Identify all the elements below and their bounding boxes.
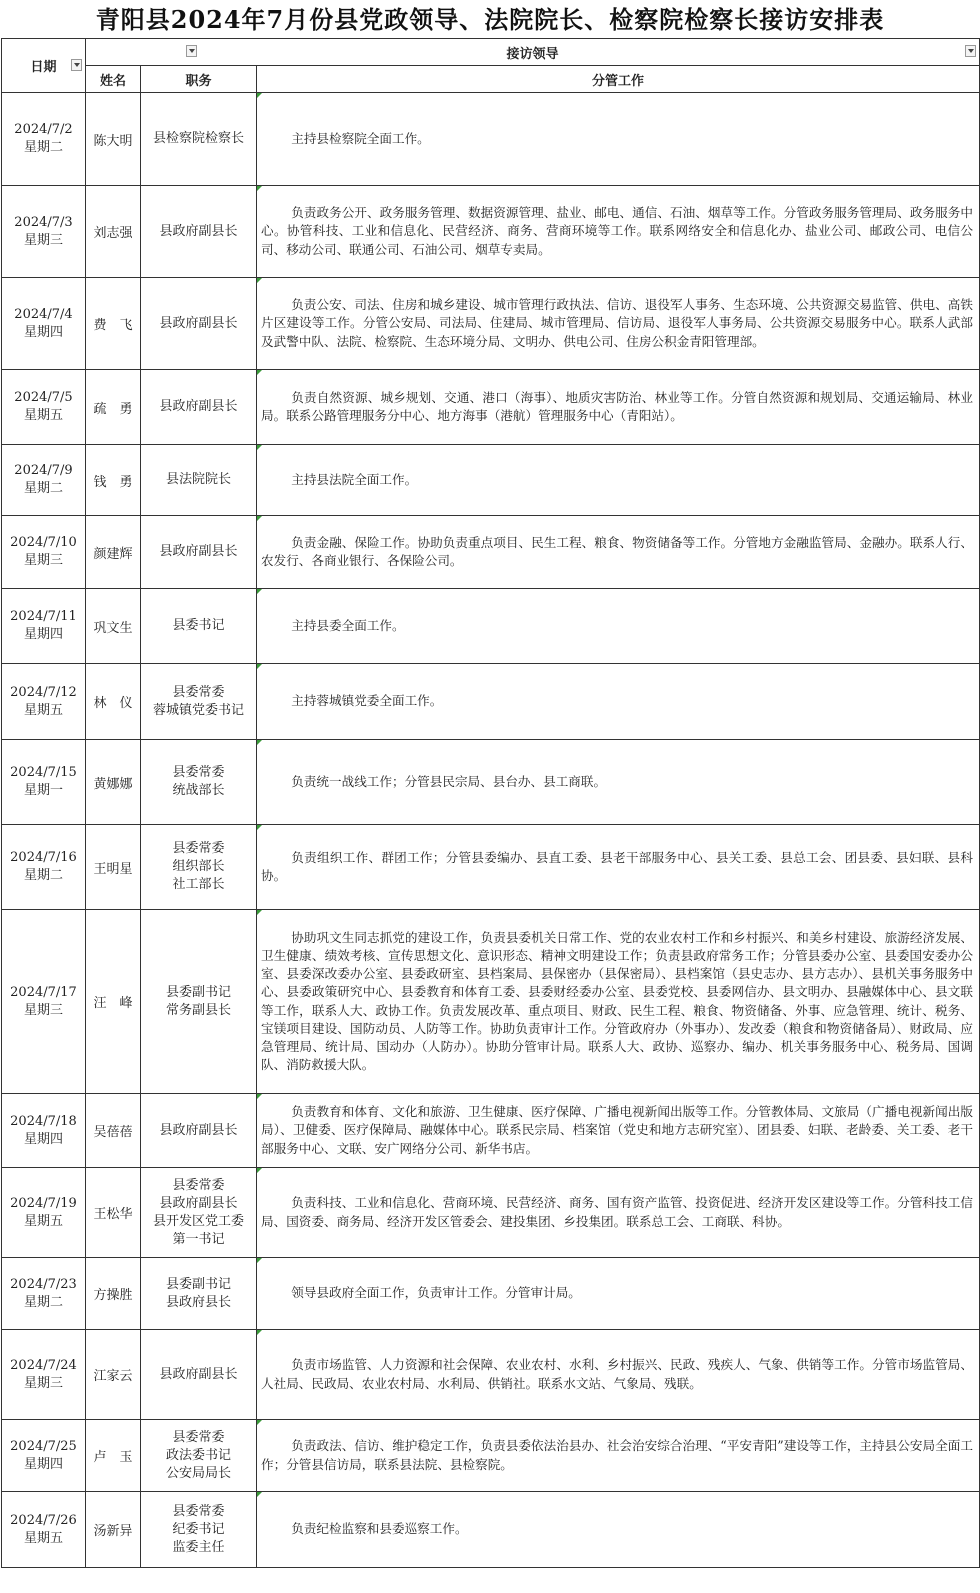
leader-name-cell[interactable]: 陈大明 (86, 93, 141, 186)
leader-name-cell[interactable]: 吴蓓蓓 (86, 1094, 141, 1168)
position-line: 县政府副县长 (159, 544, 238, 559)
date-value: 2024/7/18 (10, 1113, 77, 1129)
leader-name-cell[interactable]: 刘志强 (86, 186, 141, 278)
position-line: 县政府副县长 (159, 1122, 238, 1138)
weekday-value: 星期五 (23, 1530, 63, 1546)
cell-comment-marker-icon (257, 664, 262, 669)
duty-text: 负责市场监管、人力资源和社会保障、农业农村、水利、乡村振兴、民政、残疾人、气象、供销等工作。分管市场监管局、人社局、民政局、农业农村局、水利局、供销社。联系水文站、气象局、残联。 (261, 1357, 973, 1391)
date-value: 2024/7/24 (10, 1357, 77, 1373)
date-cell[interactable] (2, 1168, 86, 1258)
position-line: 县政府副县长 (159, 399, 238, 414)
duty-cell[interactable] (257, 1420, 980, 1492)
date-value: 2024/7/15 (10, 765, 77, 780)
position-line: 县法院院长 (165, 472, 231, 487)
weekday-value: 星期三 (23, 1002, 63, 1018)
duty-text: 负责统一战线工作；分管县民宗局、县台办、县工商联。 (291, 773, 607, 789)
position-header: 职务 (141, 66, 257, 93)
weekday-value: 星期二 (23, 481, 63, 496)
cell-comment-marker-icon (257, 1168, 262, 1173)
date-value: 2024/7/5 (14, 390, 73, 405)
position-cell[interactable] (141, 740, 257, 825)
table-row (2, 516, 980, 589)
leader-name-cell[interactable]: 王松华 (86, 1168, 141, 1258)
table-row (2, 664, 980, 740)
date-cell[interactable] (2, 93, 86, 186)
duty-cell[interactable] (257, 1258, 980, 1330)
cell-comment-marker-icon (257, 825, 262, 830)
cell-comment-marker-icon (257, 1258, 262, 1263)
cell-comment-marker-icon (257, 740, 262, 745)
leader-filter-dropdown-icon-2[interactable] (965, 45, 976, 57)
date-header (2, 39, 86, 93)
table-row (2, 910, 980, 1094)
table-row (2, 1094, 980, 1168)
date-value: 2024/7/2 (14, 122, 73, 137)
cell-comment-marker-icon (257, 1094, 262, 1099)
header-row-1 (2, 39, 980, 66)
position-cell[interactable] (141, 93, 257, 186)
duty-text: 负责纪检监察和县委巡察工作。 (291, 1521, 468, 1537)
weekday-value: 星期四 (23, 627, 63, 642)
table-row (2, 1330, 980, 1420)
duty-text: 负责组织工作、群团工作；分管县委编办、县直工委、县老干部服务中心、县关工委、县总工会、团县委、县妇联、县科协。 (261, 849, 973, 883)
weekday-value: 星期三 (23, 553, 63, 568)
leader-name-cell[interactable]: 颜建辉 (86, 516, 141, 589)
leader-name-cell[interactable]: 黄娜娜 (86, 740, 141, 825)
duty-cell[interactable] (257, 1330, 980, 1420)
position-cell[interactable] (141, 1330, 257, 1420)
duty-text: 负责公安、司法、住房和城乡建设、城市管理行政执法、信访、退役军人事务、生态环境、公共资源交易监管、供电、高铁片区建设等工作。分管公安局、司法局、住建局、城市管理局、信访局、退役军人事务局、公共资源交易服务中心。联系人武部及武警中队、法院、检察院、生态环境分局、文明办、供电公司、住房公积金青阳管理部。 (261, 297, 973, 349)
position-cell[interactable] (141, 1168, 257, 1258)
duty-text: 主持县检察院全面工作。 (291, 130, 430, 146)
date-cell[interactable] (2, 1258, 86, 1330)
date-value: 2024/7/23 (10, 1276, 77, 1292)
date-cell[interactable] (2, 1094, 86, 1168)
leader-name-cell[interactable]: 汤新异 (86, 1492, 141, 1568)
date-cell[interactable] (2, 516, 86, 589)
position-line: 县开发区党工委 (152, 1213, 244, 1229)
table-row (2, 589, 980, 664)
position-line: 县委书记 (172, 618, 225, 633)
date-value: 2024/7/17 (10, 984, 77, 1000)
date-value: 2024/7/25 (10, 1438, 77, 1454)
table-row (2, 186, 980, 278)
duty-text: 负责金融、保险工作。协助负责重点项目、民生工程、粮食、物资储备等工作。分管地方金融监管局、金融办。联系人行、农发行、各商业银行、各保险公司。 (261, 534, 973, 568)
date-value: 2024/7/4 (14, 306, 73, 322)
table-row (2, 93, 980, 186)
date-value: 2024/7/26 (10, 1512, 77, 1528)
duty-cell[interactable] (257, 516, 980, 589)
position-line: 县委常委 (172, 684, 225, 700)
weekday-value: 星期五 (23, 1213, 63, 1229)
table-row (2, 1258, 980, 1330)
date-cell[interactable] (2, 740, 86, 825)
table-row (2, 1168, 980, 1258)
leader-header (86, 39, 980, 66)
date-cell[interactable] (2, 664, 86, 740)
cell-comment-marker-icon (257, 445, 262, 450)
position-line: 县委常委 (172, 1429, 225, 1445)
duty-text: 协助巩文生同志抓党的建设工作，负责县委机关日常工作、党的农业农村工作和乡村振兴、和美乡村建设、旅游经济发展、卫生健康、绩效考核、宣传思想文化、意识形态、精神文明建设工作；负责县政府常务工作；分管县委办公室、县委国安委办公室、县委深改委办公室、县委政研室、县档案局、县保密办（县保密局）、县档案馆（县史志办、县方志办）、县机关事务服务中心、县委政策研究中心、县委教育和体育工委、县委财经委办公室、县委党校、县委网信办、县文明办、县融媒体中心、县文联等工作，联系人大、政协工作。负责发展改革、重点项目、财政、民生工程、粮食、物资储备、外事、应急管理、统计、税务、宝镁项目建设、国防动员、人防等工作。协助负责审计工作。分管政府办（外事办）、发改委（粮食和物资储备局）、财政局、应急管理局、统计局、国动办（人防办）。协助分管审计局。联系人大、政协、巡察办、编办、机关事务服务中心、税务局、国调队、消防救援大队。 (261, 929, 973, 1073)
leader-name-cell[interactable]: 费 飞 (86, 278, 141, 370)
leader-name-cell[interactable]: 卢 玉 (86, 1420, 141, 1492)
position-cell[interactable] (141, 1258, 257, 1330)
position-line: 县委副书记 (165, 1276, 231, 1292)
position-cell[interactable] (141, 825, 257, 910)
duty-text: 负责政务公开、政务服务管理、数据资源管理、盐业、邮电、通信、石油、烟草等工作。分管政务服务管理局、政务服务中心。协管科技、工业和信息化、民营经济、商务、营商环境等工作。联系网络安全和信息化办、盐业公司、邮政公司、电信公司、移动公司、联通公司、石油公司、烟草专卖局。 (261, 205, 973, 257)
weekday-value: 星期二 (23, 140, 63, 155)
position-line: 县政府副县长 (159, 315, 238, 331)
duty-cell[interactable] (257, 740, 980, 825)
position-line: 常务副县长 (165, 1002, 231, 1018)
weekday-value: 星期二 (23, 1294, 63, 1310)
position-line: 县委常委 (172, 1177, 225, 1193)
position-cell[interactable] (141, 278, 257, 370)
position-line: 县政府县长 (165, 1294, 231, 1310)
weekday-value: 星期五 (23, 702, 63, 718)
table-row (2, 278, 980, 370)
duty-cell[interactable] (257, 186, 980, 278)
leader-header-label: 接访领导 (506, 46, 559, 62)
position-line: 县政府副县长 (159, 1195, 238, 1211)
table-body (2, 93, 980, 1568)
cell-comment-marker-icon (257, 186, 262, 191)
cell-comment-marker-icon (257, 1492, 262, 1497)
position-cell[interactable] (141, 589, 257, 664)
date-cell[interactable] (2, 589, 86, 664)
position-line: 蓉城镇党委书记 (152, 702, 244, 718)
weekday-value: 星期一 (23, 783, 63, 798)
position-line: 纪委书记 (172, 1521, 225, 1537)
position-line: 社工部长 (172, 877, 225, 892)
date-value: 2024/7/12 (10, 684, 77, 700)
duty-text: 领导县政府全面工作，负责审计工作。分管审计局。 (291, 1285, 581, 1301)
duty-text: 负责自然资源、城乡规划、交通、港口（海事）、地质灾害防治、林业等工作。分管自然资源和规划局、交通运输局、林业局。联系公路管理服务分中心、地方海事（港航）管理服务中心（青阳站）。 (261, 389, 973, 423)
duty-cell[interactable] (257, 664, 980, 740)
duty-cell[interactable] (257, 589, 980, 664)
table-row (2, 445, 980, 516)
leader-name-cell[interactable]: 王明星 (86, 825, 141, 910)
header-row-2 (2, 66, 980, 93)
cell-comment-marker-icon (257, 93, 262, 98)
position-line: 监委主任 (172, 1539, 225, 1555)
duty-text: 主持蓉城镇党委全面工作。 (291, 693, 443, 709)
position-line: 县检察院检察长 (152, 131, 244, 146)
position-line: 组织部长 (172, 859, 225, 874)
duty-cell[interactable] (257, 910, 980, 1094)
position-line: 县委常委 (172, 1503, 225, 1519)
date-cell[interactable] (2, 1492, 86, 1568)
leader-name-cell[interactable]: 疏 勇 (86, 370, 141, 445)
date-cell[interactable] (2, 370, 86, 445)
cell-comment-marker-icon (257, 516, 262, 521)
leader-name-cell[interactable]: 巩文生 (86, 589, 141, 664)
duty-text: 负责科技、工业和信息化、营商环境、民营经济、商务、国有资产监管、投资促进、经济开发区建设等工作。分管科技工信局、国资委、商务局、经济开发区管委会、建投集团、乡投集团。联系总工会、工商联、科协。 (261, 1195, 973, 1229)
date-value: 2024/7/3 (14, 214, 73, 230)
leader-filter-dropdown-icon-1[interactable] (186, 45, 197, 57)
duty-cell[interactable] (257, 1094, 980, 1168)
weekday-value: 星期三 (23, 232, 63, 248)
position-cell[interactable] (141, 664, 257, 740)
duty-text: 主持县委全面工作。 (291, 617, 405, 633)
position-cell[interactable] (141, 445, 257, 516)
weekday-value: 星期四 (23, 1131, 63, 1147)
table-row (2, 740, 980, 825)
position-line: 县委常委 (172, 765, 225, 780)
date-cell[interactable] (2, 445, 86, 516)
position-line: 县委副书记 (165, 984, 231, 1000)
weekday-value: 星期四 (23, 1456, 63, 1472)
duty-cell[interactable] (257, 278, 980, 370)
position-line: 公安局局长 (165, 1465, 231, 1481)
position-cell[interactable] (141, 516, 257, 589)
cell-comment-marker-icon (257, 589, 262, 594)
position-cell[interactable] (141, 186, 257, 278)
duty-cell[interactable] (257, 93, 980, 186)
table-row (2, 825, 980, 910)
cell-comment-marker-icon (257, 278, 262, 283)
duty-header: 分管工作 (257, 66, 980, 93)
duty-text: 主持县法院全面工作。 (291, 471, 418, 487)
date-cell[interactable] (2, 825, 86, 910)
cell-comment-marker-icon (257, 910, 262, 915)
position-line: 政法委书记 (165, 1447, 231, 1463)
leader-name-cell[interactable]: 方操胜 (86, 1258, 141, 1330)
table-row (2, 1492, 980, 1568)
position-cell[interactable] (141, 910, 257, 1094)
date-cell[interactable] (2, 1330, 86, 1420)
date-value: 2024/7/19 (10, 1195, 77, 1211)
duty-text: 负责教育和体育、文化和旅游、卫生健康、医疗保障、广播电视新闻出版等工作。分管教体局、文旅局（广播电视新闻出版局）、卫健委、医疗保障局、融媒体中心。联系民宗局、档案馆（党史和地方志研究室）、团县委、妇联、老龄委、关工委、老干部服务中心、文联、安广网络分公司、新华书店。 (261, 1104, 973, 1156)
duty-text: 负责政法、信访、维护稳定工作，负责县委依法治县办、社会治安综合治理、“平安青阳”建设等工作，主持县公安局全面工作；分管县信访局，联系县法院、县检察院。 (261, 1438, 973, 1472)
cell-comment-marker-icon (257, 1420, 262, 1425)
duty-cell[interactable] (257, 825, 980, 910)
name-header: 姓名 (86, 66, 141, 93)
weekday-value: 星期五 (23, 408, 63, 423)
duty-cell[interactable] (257, 1168, 980, 1258)
date-value: 2024/7/11 (10, 609, 77, 624)
duty-cell[interactable] (257, 445, 980, 516)
position-cell[interactable] (141, 1492, 257, 1568)
table-row (2, 370, 980, 445)
table-row (2, 1420, 980, 1492)
position-line: 县政府副县长 (159, 223, 238, 239)
position-line: 第一书记 (172, 1231, 225, 1247)
position-line: 县政府副县长 (159, 1366, 238, 1382)
date-cell[interactable] (2, 910, 86, 1094)
position-line: 统战部长 (172, 783, 225, 798)
page-title: 青阳县2024年7月份县党政领导、法院院长、检察院检察长接访安排表 (95, 5, 885, 34)
duty-cell[interactable] (257, 370, 980, 445)
cell-comment-marker-icon (257, 1330, 262, 1335)
position-line: 县委常委 (172, 841, 225, 856)
date-value: 2024/7/16 (10, 850, 77, 865)
cell-comment-marker-icon (257, 370, 262, 375)
date-cell[interactable] (2, 186, 86, 278)
position-cell[interactable] (141, 1094, 257, 1168)
weekday-value: 星期二 (23, 868, 63, 883)
weekday-value: 星期三 (23, 1375, 63, 1391)
position-cell[interactable] (141, 1420, 257, 1492)
leader-name-cell[interactable]: 林 仪 (86, 664, 141, 740)
weekday-value: 星期四 (23, 324, 63, 340)
date-value: 2024/7/9 (14, 463, 73, 478)
duty-cell[interactable] (257, 1492, 980, 1568)
date-cell[interactable] (2, 1420, 86, 1492)
leader-name-cell[interactable]: 汪 峰 (86, 910, 141, 1094)
date-header-label: 日期 (30, 60, 57, 75)
reception-schedule-table (1, 38, 980, 1568)
date-cell[interactable] (2, 278, 86, 370)
leader-name-cell[interactable]: 江家云 (86, 1330, 141, 1420)
date-value: 2024/7/10 (10, 535, 77, 550)
leader-name-cell[interactable]: 钱 勇 (86, 445, 141, 516)
date-filter-dropdown-icon[interactable] (71, 59, 82, 71)
position-cell[interactable] (141, 370, 257, 445)
